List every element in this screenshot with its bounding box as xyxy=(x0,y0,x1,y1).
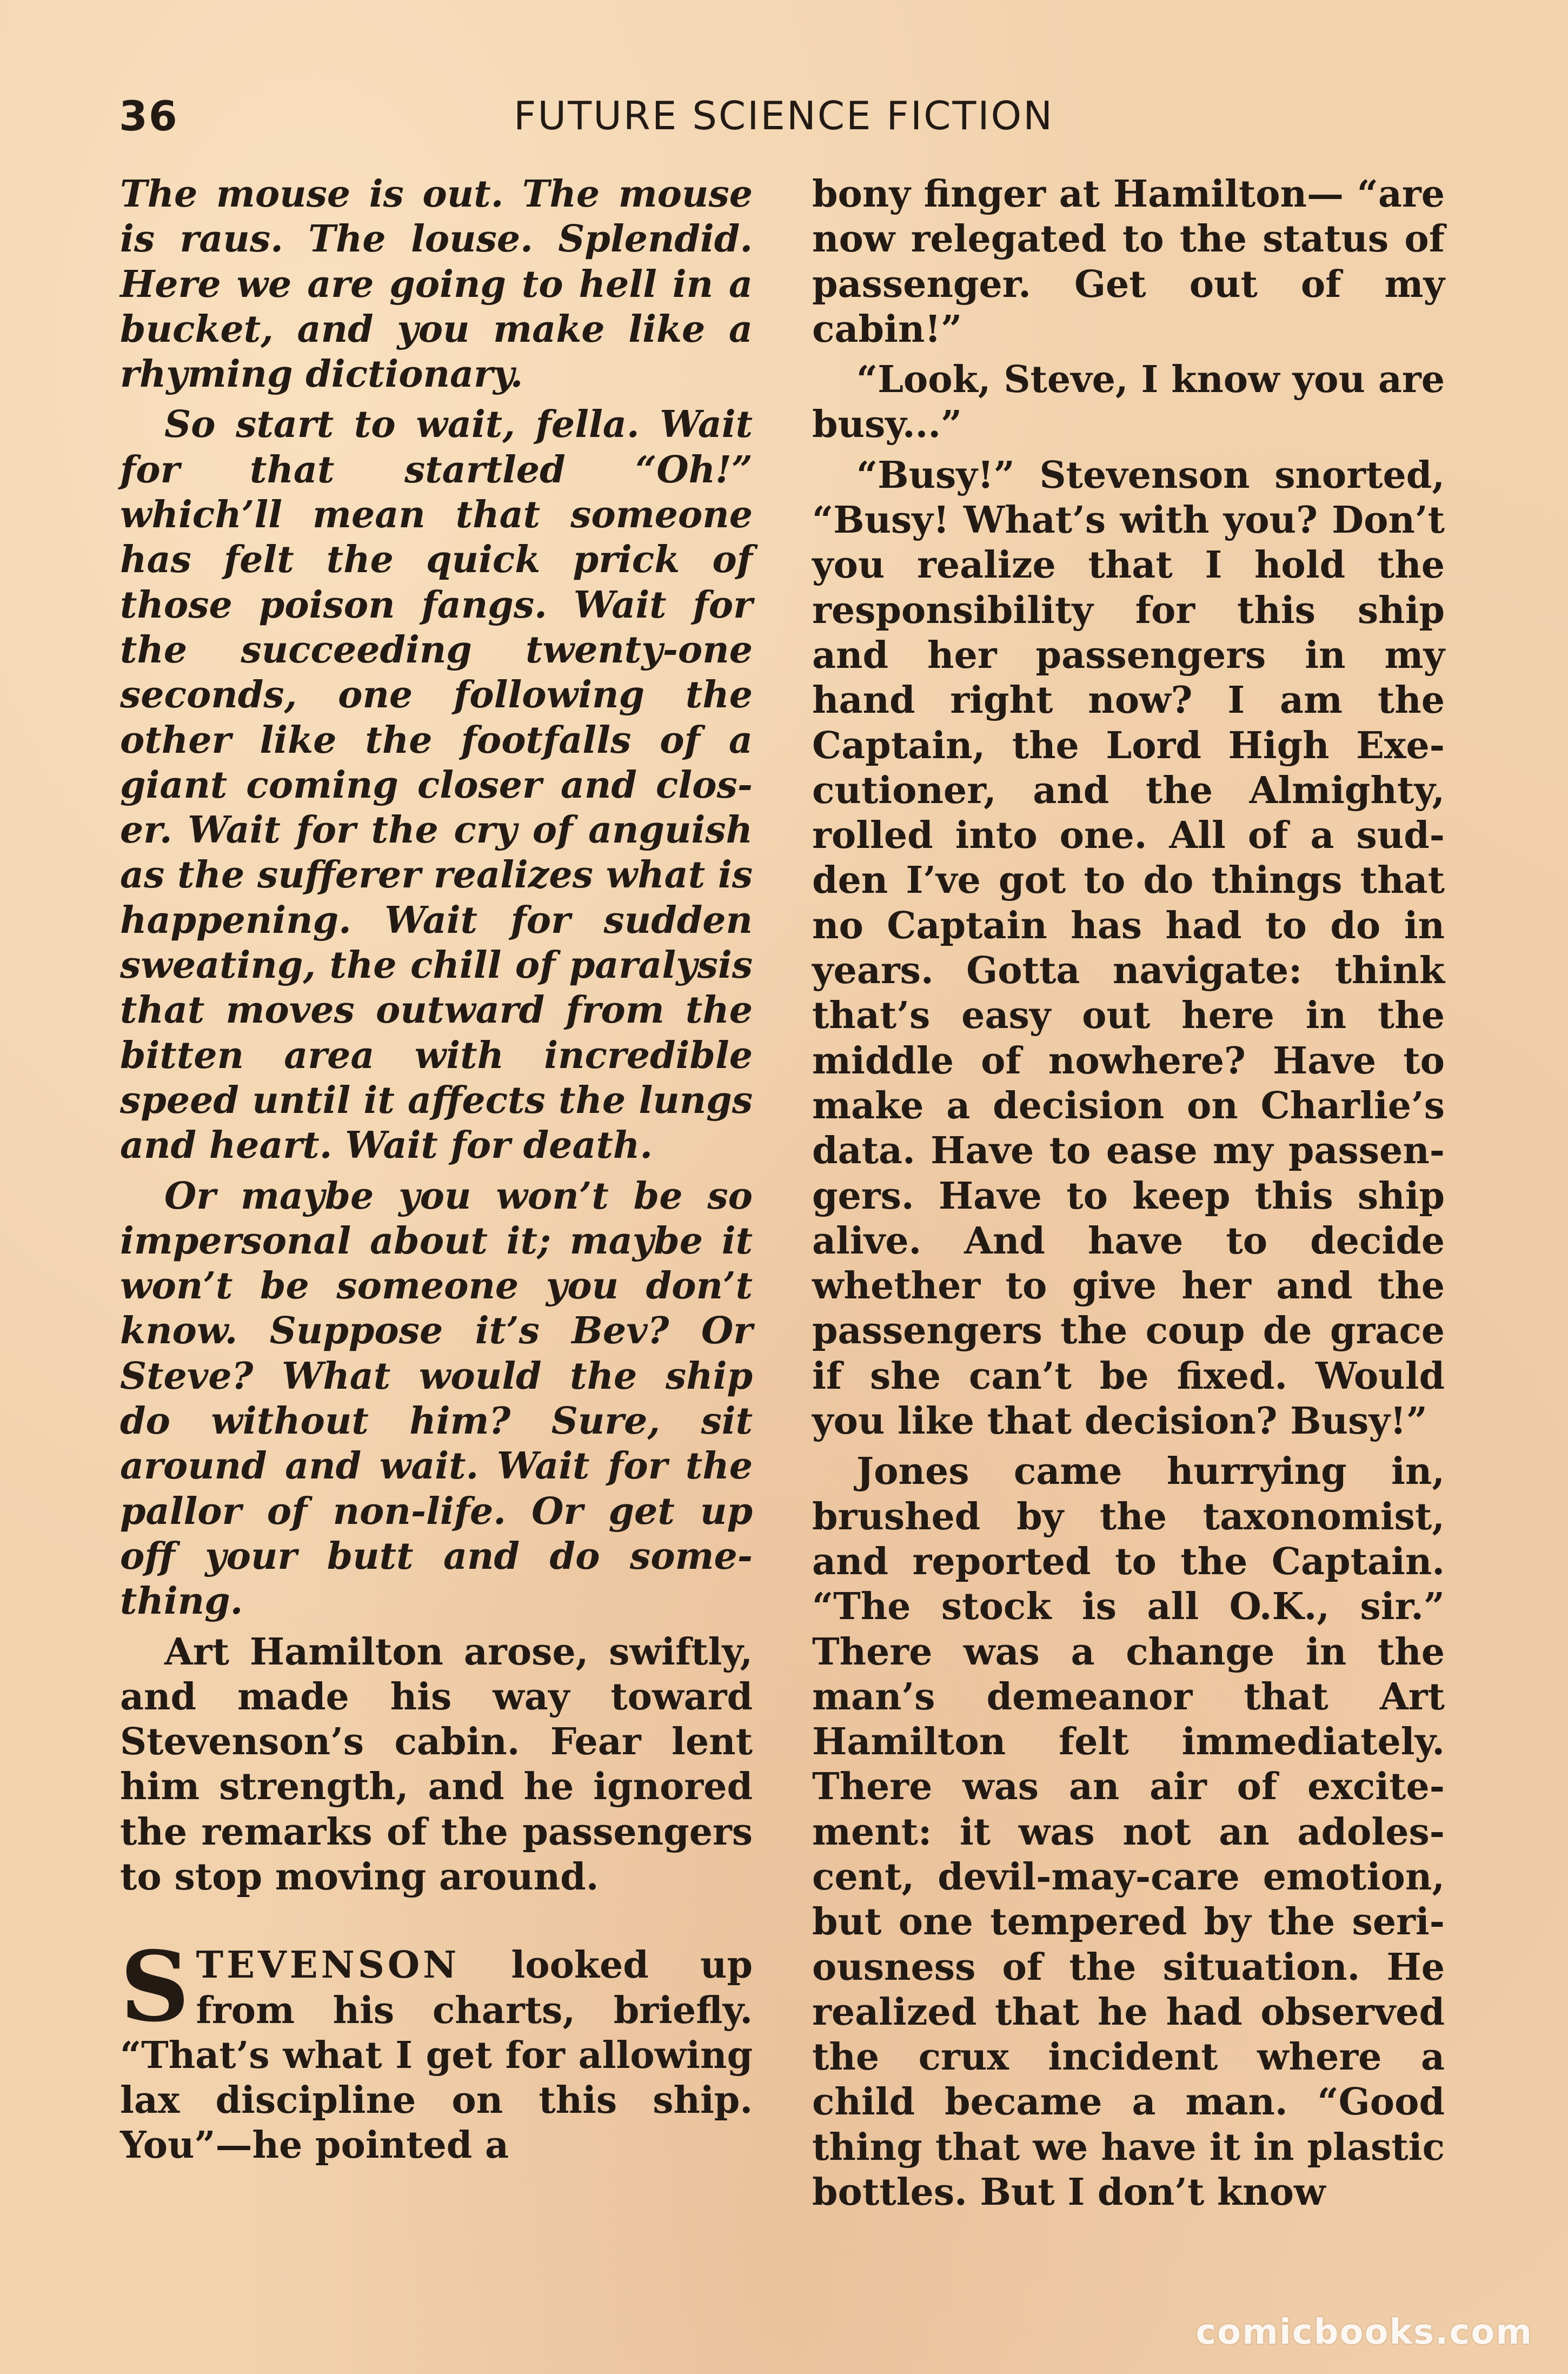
italic-paragraph-1: The mouse is out. The mouse is raus. The louse. Splendid. Here we are going to hell in a bucket, and you make like a rhyming dictionary. xyxy=(120,173,753,396)
right-column xyxy=(812,172,1445,2215)
italic-paragraph-2: So start to wait, fella. Wait for that startled “Oh!” which’ll mean that someone has felt the quick prick of those poison fangs. Wait for the succeeding twenty-one seconds, one following the other like the footfalls of a giant coming closer and closer. Wait for the cry of anguish as the sufferer realizes what is happening. Wait for sudden sweating, the chill of paralysis that moves outward from the bitten area with incredible speed until it affects the lungs and heart. Wait for death. xyxy=(120,403,753,1168)
dialogue-paragraph-2: “Busy!” Stevenson snorted, “Busy! What’s with you? Don’t you realize that I hold the responsibility for this ship and her passengers in my hand right now? I am the Captain, the Lord High Executioner, and the Almighty, rolled into one. All of a sudden I’ve got to do things that no Captain has had to do in years. Gotta navigate: think that’s easy out here in the middle of nowhere? Have to make a decision on Charlie’s data. Have to ease my passengers. Have to keep this ship alive. And have to decide whether to give her and the passengers the coup de grace if she can’t be fixed. Would you like that decision? Busy!” xyxy=(812,453,1445,1443)
opening-small-caps: TEVENSON xyxy=(196,1944,460,1987)
opening-paragraph-text: looked up from his charts, briefly. “That’s what I get for allowing lax discipline on this ship. You”—he pointed a xyxy=(120,1944,753,2167)
running-head: FUTURE SCIENCE FICTION xyxy=(514,93,1054,138)
italic-paragraph-3: Or maybe you won’t be so impersonal about it; maybe it won’t be someone you don’t know. Suppose it’s Bev? Or Steve? What would the ship do without him? Sure, sit around and wait. Wait for the pallor of non-life. Or get up off your butt and do something. xyxy=(120,1174,753,1623)
watermark-logo: comicbooks.com xyxy=(1195,2312,1533,2352)
section-opening-paragraph xyxy=(120,1930,753,2168)
left-column xyxy=(120,172,753,2169)
dialogue-paragraph-1: “Look, Steve, I know you are busy...” xyxy=(812,358,1445,447)
drop-cap: S xyxy=(120,1930,190,2044)
continued-paragraph: bony finger at Hamilton— “are now relegated to the status of passenger. Get out of my cabin!” xyxy=(812,173,1445,351)
body-paragraph-jones: Jones came hurrying in, brushed by the taxonomist, and reported to the Captain. “The stock is all O.K., sir.” There was a change in the man’s demeanor that Art Hamilton felt immediately. There was an air of excitement: it was not an adolescent, devil-may-care emotion, but one tempered by the seriousness of the situation. He realized that he had observed the crux incident where a child became a man. “Good thing that we have it in plastic bottles. But I don’t know xyxy=(812,1450,1445,2214)
page-number: 36 xyxy=(119,92,178,140)
body-paragraph: Art Hamilton arose, swiftly, and made his way toward Stevenson’s cabin. Fear lent him strength, and he ignored the remarks of the passengers to stop moving around. xyxy=(120,1630,753,1899)
